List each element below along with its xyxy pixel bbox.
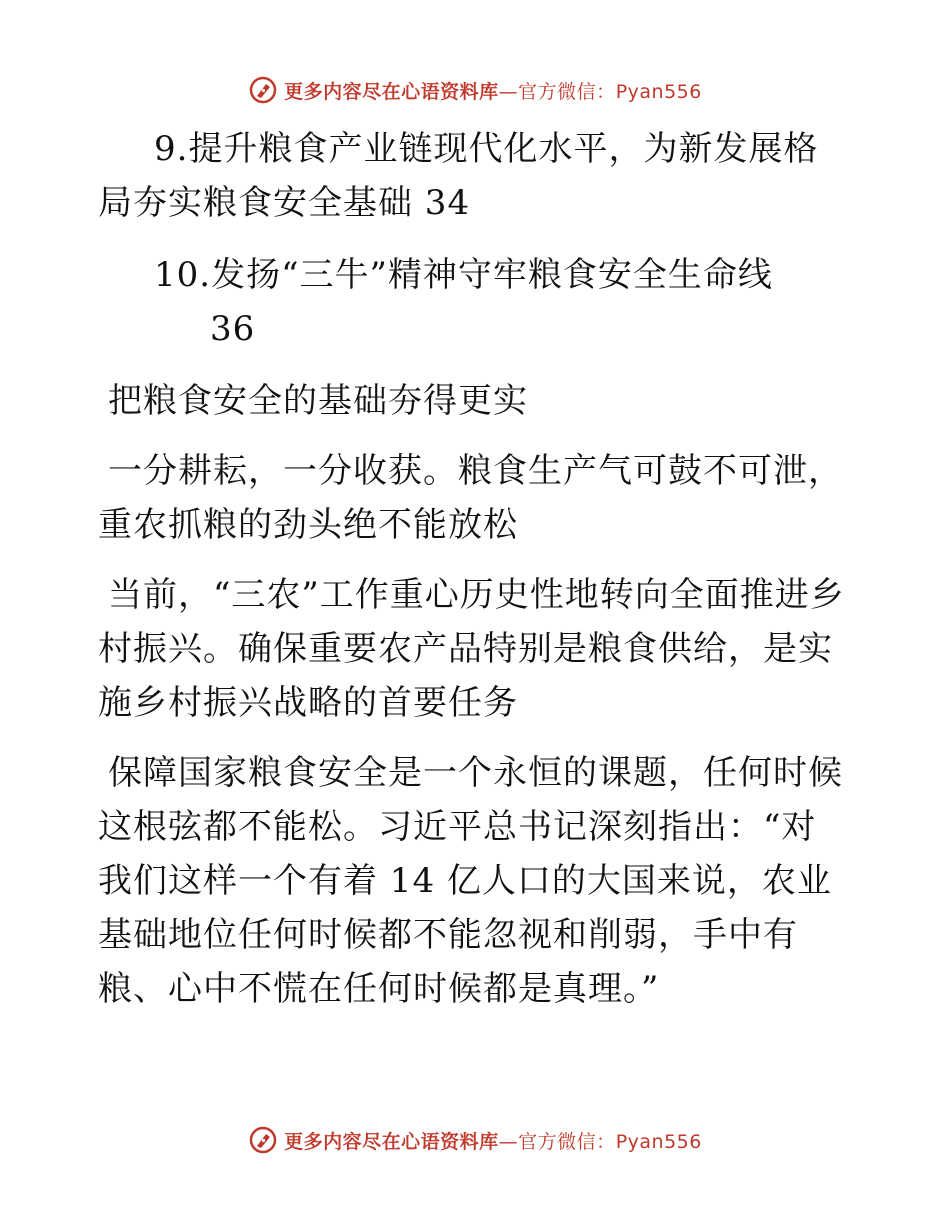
toc-item xyxy=(98,248,850,356)
document-body xyxy=(98,122,850,1032)
footer-watermark xyxy=(0,1122,950,1158)
toc-page-number: 36 xyxy=(210,309,256,349)
toc-item: 9.提升粮食产业链现代化水平，为新发展格局夯实粮食安全基础 34 xyxy=(98,129,819,223)
toc-item-title: 10.发扬“三牛”精神守牢粮食安全生命线 xyxy=(154,255,773,295)
paragraph: 一分耕耘，一分收获。粮食生产气可鼓不可泄，重农抓粮的劲头绝不能放松 xyxy=(98,451,843,545)
header-watermark xyxy=(0,72,950,108)
pen-nib-circle-icon xyxy=(248,1125,278,1155)
paragraph: 当前，“三农”工作重心历史性地转向全面推进乡村振兴。确保重要农产品特别是粮食供给，是实施乡村振兴战略的首要任务 xyxy=(98,575,845,723)
section-heading: 把粮食安全的基础夯得更实 xyxy=(108,381,528,421)
watermark-text: 更多内容尽在心语资料库—官方微信：Pyan556 xyxy=(284,80,702,103)
paragraph: 保障国家粮食安全是一个永恒的课题，任何时候这根弦都不能松。习近平总书记深刻指出：“对我们这样一个有着 14 亿人口的大国来说，农业基础地位任何时候都不能忽视和削弱，手中有粮、心中不慌在任何时候都是真理。” xyxy=(98,753,843,1009)
pen-nib-circle-icon xyxy=(248,75,278,105)
watermark-text: 更多内容尽在心语资料库—官方微信：Pyan556 xyxy=(284,1130,702,1153)
